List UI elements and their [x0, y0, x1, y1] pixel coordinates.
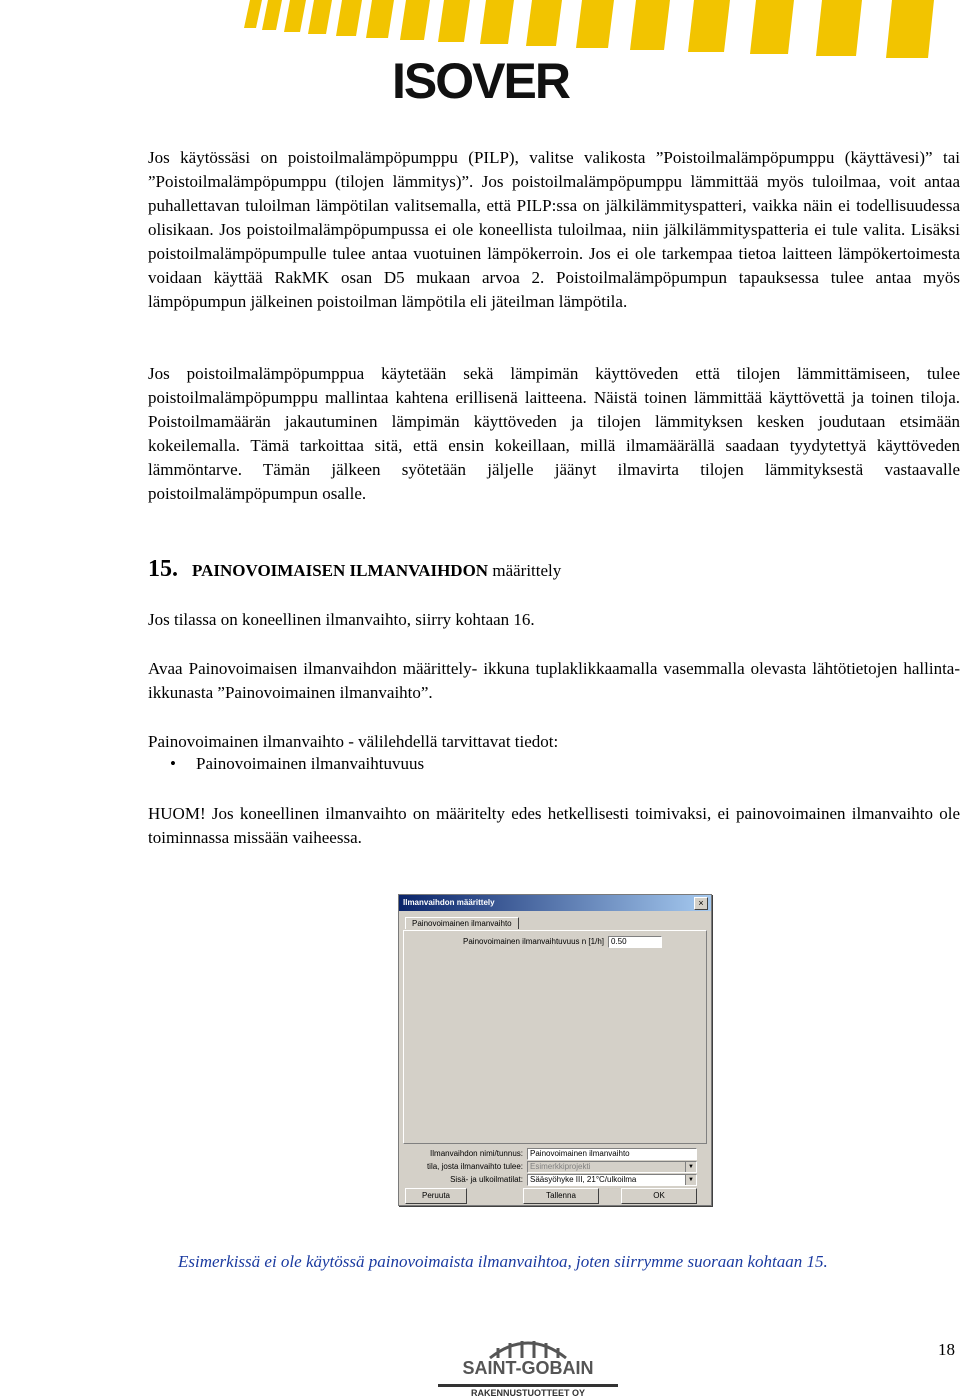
- paragraph-note: [148, 802, 960, 850]
- paragraph-text: Jos tilassa on koneellinen ilmanvaihto, siirry kohtaan 16.: [148, 610, 535, 629]
- cancel-button[interactable]: Peruuta: [405, 1188, 467, 1204]
- ventilation-dialog: [398, 894, 712, 1206]
- section-title-rest: määrittely: [488, 561, 562, 580]
- close-icon[interactable]: ×: [694, 897, 708, 910]
- paragraph-mechanical-skip: [148, 608, 960, 632]
- rate-label: Painovoimainen ilmanvaihtuvuus n [1/h]: [463, 937, 604, 946]
- space-label: tila, josta ilmanvaihto tulee:: [426, 1162, 523, 1171]
- paragraph-text: Jos käytössäsi on poistoilmalämpöpumppu (PILP), valitse valikosta ”Poistoilmalämpöpumppu (käyttävesi)” tai ”Poistoilmalämpöpumppu (tilojen lämmitys)”. Jos poistoilmalämpöpumppu lämmittää myös tuloilmaa, voit antaa puhallettavan tuloilman lämpötilan valitsemalla, että PILP:ssa on jälkilämmityspatteri, vaikka näin ei todellisuudessa olisikaan. Jos poistoilmalämpöpumpussa ei ole koneellista tuloilmaa, niin jälkilämmityspatteria ei tule valita. Lisäksi poistoilmalämpöpumpulle tulee antaa vuotuinen lämpökerroin. Jos ei ole tarkempaa tietoa laitteen lämpökertoimesta voidaan käyttää RakMK osan D5 mukaan arvoa 2. Poistoilmalämpöpumpun tapauksessa tulee antaa myös lämpöpumpun jälkeinen poistoilman lämpötila eli jäteilman lämpötila.: [148, 148, 960, 311]
- space-select[interactable]: [527, 1161, 697, 1173]
- figure-caption: Esimerkissä ei ole käytössä painovoimaista ilmanvaihtoa, joten siirrymme suoraan kohtaan 15.: [178, 1252, 828, 1271]
- paragraph-pilp: [148, 146, 960, 314]
- tab-natural-ventilation[interactable]: Painovoimainen ilmanvaihto: [405, 917, 519, 929]
- chevron-down-icon[interactable]: ▼: [685, 1162, 696, 1172]
- name-input[interactable]: Painovoimainen ilmanvaihto: [527, 1148, 697, 1160]
- section-number: 15.: [148, 556, 178, 582]
- space-value: Esimerkkiprojekti: [530, 1162, 591, 1171]
- climate-select[interactable]: [527, 1174, 697, 1186]
- climate-label: Sisä- ja ulkoilmatilat:: [450, 1175, 523, 1184]
- saint-gobain-logo: [438, 1334, 618, 1400]
- footer-sub: RAKENNUSTUOTTEET OY: [438, 1384, 618, 1398]
- rate-input[interactable]: 0.50: [608, 936, 662, 948]
- page-number: 18: [938, 1340, 955, 1359]
- name-label: Ilmanvaihdon nimi/tunnus:: [430, 1149, 523, 1158]
- chevron-down-icon[interactable]: ▼: [685, 1175, 696, 1185]
- paragraph-pilp-two-devices: [148, 362, 960, 506]
- paragraph-text: Avaa Painovoimaisen ilmanvaihdon määrittely- ikkuna tuplaklikkaamalla vasemmalla olevasta lähtötietojen hallinta- ikkunasta ”Painovoimainen ilmanvaihto”.: [148, 659, 960, 702]
- paragraph-tab-info: [148, 730, 960, 754]
- footer-brand: SAINT-GOBAIN: [462, 1358, 594, 1378]
- bullet-item: • Painovoimainen ilmanvaihtuvuus: [196, 754, 424, 774]
- paragraph-text: Jos poistoilmalämpöpumppua käytetään sekä lämpimän käyttöveden että tilojen lämmittämiseen, tulee poistoilmalämpöpumppu mallintaa kahtena erillisenä laitteena. Näistä toinen lämmittää käyttövettä ja toinen tiloja. Poistoilmamäärän jakautuminen lämpimän käyttöveden ja tilojen lämmityksen kesken joudutaan etsimään kokeilemalla. Tämä tarkoittaa sitä, että ensin kokeillaan, millä ilmamäärällä saadaan tyydytettyä käyttöveden lämmöntarve. Tämän jälkeen syötetään jäljelle jäänyt ilmavirta tilojen lämmityksestä vastaavalle poistoilmalämpöpumpun osalle.: [148, 364, 960, 503]
- dialog-panel: [403, 930, 707, 1144]
- paragraph-open-window: [148, 657, 960, 705]
- building-icon: [438, 1334, 618, 1360]
- paragraph-text: HUOM! Jos koneellinen ilmanvaihto on määritelty edes hetkellisesti toimivaksi, ei painovoimainen ilmanvaihto ole toiminnassa missään vaiheessa.: [148, 804, 960, 847]
- paragraph-text: Painovoimainen ilmanvaihto - välilehdellä tarvittavat tiedot:: [148, 732, 559, 751]
- dialog-title: Ilmanvaihdon määrittely: [399, 895, 711, 911]
- isover-logo: ISOVER: [392, 53, 569, 109]
- climate-value: Sääsyöhyke III, 21°C/ulkoilma: [530, 1175, 637, 1184]
- section-title-bold: PAINOVOIMAISEN ILMANVAIHDON: [192, 561, 489, 580]
- ok-button[interactable]: OK: [621, 1188, 697, 1204]
- save-button[interactable]: Tallenna: [523, 1188, 599, 1204]
- section-heading: [148, 556, 561, 583]
